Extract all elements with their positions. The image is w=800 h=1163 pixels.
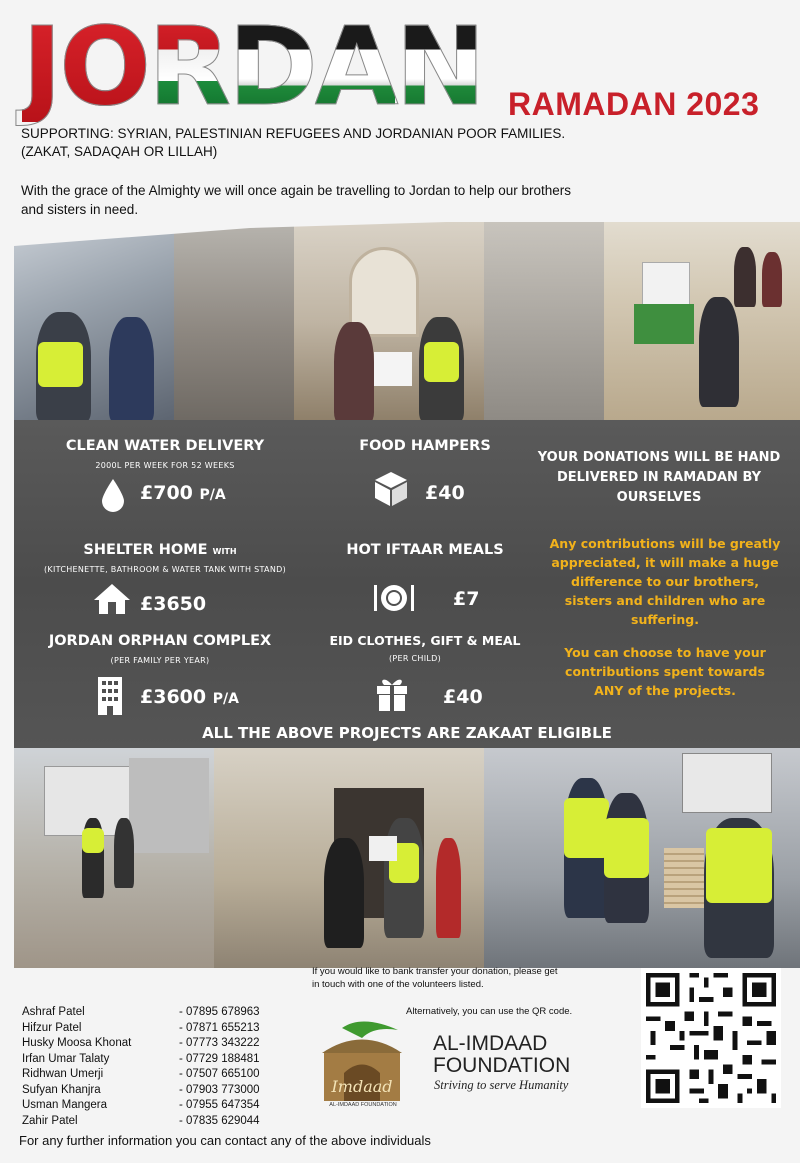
contributions-line: difference to our brothers, (571, 574, 759, 589)
eid-title: EID CLOTHES, GIFT & MEAL (329, 633, 521, 648)
intro-text (21, 181, 671, 219)
shelter-title-suffix: WITH (212, 547, 237, 556)
orphan-price-suffix: P/A (212, 691, 239, 707)
org-name-line: AL-IMDAAD (433, 1032, 548, 1055)
shelter-price: £3650 (140, 593, 207, 615)
contact-row (22, 1083, 282, 1099)
photo-ruins (484, 222, 604, 422)
contact-row (22, 1005, 282, 1021)
organisation-name (433, 1033, 570, 1077)
water-price-suffix: P/A (199, 487, 226, 503)
orphan-price-amount: £3600 (140, 686, 207, 708)
contact-phone[interactable]: - 07871 655213 (179, 1021, 260, 1034)
shelter-title-main: SHELTER HOME (83, 542, 208, 558)
water-title: CLEAN WATER DELIVERY (65, 438, 265, 454)
qr-code-icon[interactable] (641, 968, 781, 1108)
org-name-line: FOUNDATION (433, 1054, 571, 1077)
orphan-title: JORDAN ORPHAN COMPLEX (48, 633, 272, 649)
contact-name: Ashraf Patel (22, 1006, 85, 1018)
building-icon (97, 676, 123, 716)
contact-phone[interactable]: - 07903 773000 (179, 1083, 260, 1096)
jordan-title (22, 5, 483, 130)
choose-projects-text (540, 643, 790, 700)
house-icon (92, 582, 132, 616)
photo-damaged-building (174, 222, 294, 422)
zakaat-banner: ALL THE ABOVE PROJECTS ARE ZAKAAT ELIGIBLE (202, 724, 612, 742)
orphan-subtitle: (PER FAMILY PER YEAR) (110, 656, 210, 665)
contact-row (22, 1098, 282, 1114)
plate-cutlery-icon (370, 582, 418, 614)
contact-name: Ridhwan Umerji (22, 1068, 104, 1080)
water-price-amount: £700 (140, 482, 193, 504)
title-letter-a: A (314, 5, 396, 130)
photo-doorstep-delivery (214, 748, 484, 968)
contact-row (22, 1067, 282, 1083)
contributions-line: appreciated, it will make a huge (551, 555, 779, 570)
food-title: FOOD HAMPERS (359, 438, 491, 454)
logo-word: Imdaad (331, 1077, 393, 1096)
contact-phone[interactable]: - 07835 629044 (179, 1114, 260, 1127)
title-letter-j: J (22, 5, 60, 130)
contact-name: Hifzur Patel (22, 1021, 82, 1034)
photo-volunteer-child (14, 222, 174, 422)
organisation-tagline: Striving to serve Humanity (434, 1078, 569, 1092)
contact-phone[interactable]: - 07955 647354 (179, 1099, 260, 1111)
qr-alternative-note: Alternatively, you can use the QR code. (406, 1006, 573, 1017)
contributions-text (540, 534, 790, 629)
logo-caption: AL-IMDAAD FOUNDATION (329, 1102, 397, 1108)
donations-heading-line: YOUR DONATIONS WILL BE HAND (537, 450, 781, 465)
intro-line: With the grace of the Almighty we will once again be travelling to Jordan to help our brothers (21, 183, 572, 198)
supporting-line: SUPPORTING: SYRIAN, PALESTINIAN REFUGEES AND JORDANIAN POOR FAMILIES. (21, 126, 566, 141)
choose-line: contributions spent towards (565, 664, 765, 679)
contact-row (22, 1036, 282, 1052)
donations-heading-line: OURSELVES (616, 490, 702, 505)
iftaar-price: £7 (453, 588, 480, 610)
photo-doorway-delivery (294, 222, 484, 422)
choose-line: ANY of the projects. (594, 683, 736, 698)
further-info-note: For any further information you can contact any of the above individuals (19, 1133, 431, 1148)
choose-line: You can choose to have your (564, 645, 766, 660)
iftaar-title: HOT IFTAAR MEALS (346, 542, 504, 558)
contact-row (22, 1052, 282, 1068)
contact-phone[interactable]: - 07773 343222 (179, 1037, 260, 1049)
supporting-line: (ZAKAT, SADAQAH OR LILLAH) (21, 144, 218, 159)
title-letter-o: O (59, 5, 148, 130)
intro-line: and sisters in need. (21, 202, 139, 217)
contact-phone[interactable]: - 07729 188481 (179, 1052, 260, 1065)
water-drop-icon (100, 477, 126, 513)
contact-name: Sufyan Khanjra (22, 1083, 101, 1096)
orphan-price (140, 686, 280, 708)
ramadan-subtitle: RAMADAN 2023 (508, 86, 760, 122)
donations-heading (528, 448, 790, 508)
title-letter-n: N (395, 5, 483, 130)
photo-food-distribution (604, 222, 800, 422)
shelter-subtitle: (KITCHENETTE, BATHROOM & WATER TANK WITH STAND) (43, 565, 286, 574)
top-photo-collage (14, 222, 800, 422)
water-subtitle: 2000L PER WEEK FOR 52 WEEKS (95, 461, 235, 470)
food-price: £40 (425, 482, 465, 504)
shelter-title (30, 542, 290, 558)
contact-list (22, 1005, 282, 1129)
contact-row (22, 1114, 282, 1130)
bank-note-line: in touch with one of the volunteers listed. (312, 979, 484, 990)
box-icon (373, 470, 409, 508)
contact-name: Zahir Patel (22, 1114, 78, 1127)
contact-phone[interactable]: - 07507 665100 (179, 1068, 260, 1080)
title-letter-r: R (148, 5, 229, 130)
contact-name: Husky Moosa Khonat (22, 1037, 132, 1049)
bank-note-line: If you would like to bank transfer your donation, please get (312, 966, 558, 977)
contact-name: Usman Mangera (22, 1099, 108, 1111)
bank-transfer-note (312, 965, 622, 991)
donations-heading-line: DELIVERED IN RAMADAN BY (556, 470, 762, 485)
contributions-line: sisters and children who are (564, 593, 766, 608)
bottom-photo-collage (14, 748, 800, 968)
contributions-line: Any contributions will be greatly (549, 536, 781, 551)
eid-subtitle: (PER CHILD) (388, 654, 442, 663)
contact-phone[interactable]: - 07895 678963 (179, 1006, 260, 1018)
water-price (140, 482, 280, 504)
title-letter-d: D (228, 5, 315, 130)
gift-icon (375, 674, 409, 712)
al-imdaad-logo-icon (312, 1018, 412, 1113)
contributions-line: suffering. (631, 612, 699, 627)
contact-name: Irfan Umar Talaty (22, 1052, 110, 1065)
photo-truck-unloading (14, 748, 214, 968)
eid-price: £40 (443, 686, 483, 708)
supporting-text (21, 125, 721, 161)
photo-volunteers-food-aid (484, 748, 800, 968)
contact-row (22, 1021, 282, 1037)
